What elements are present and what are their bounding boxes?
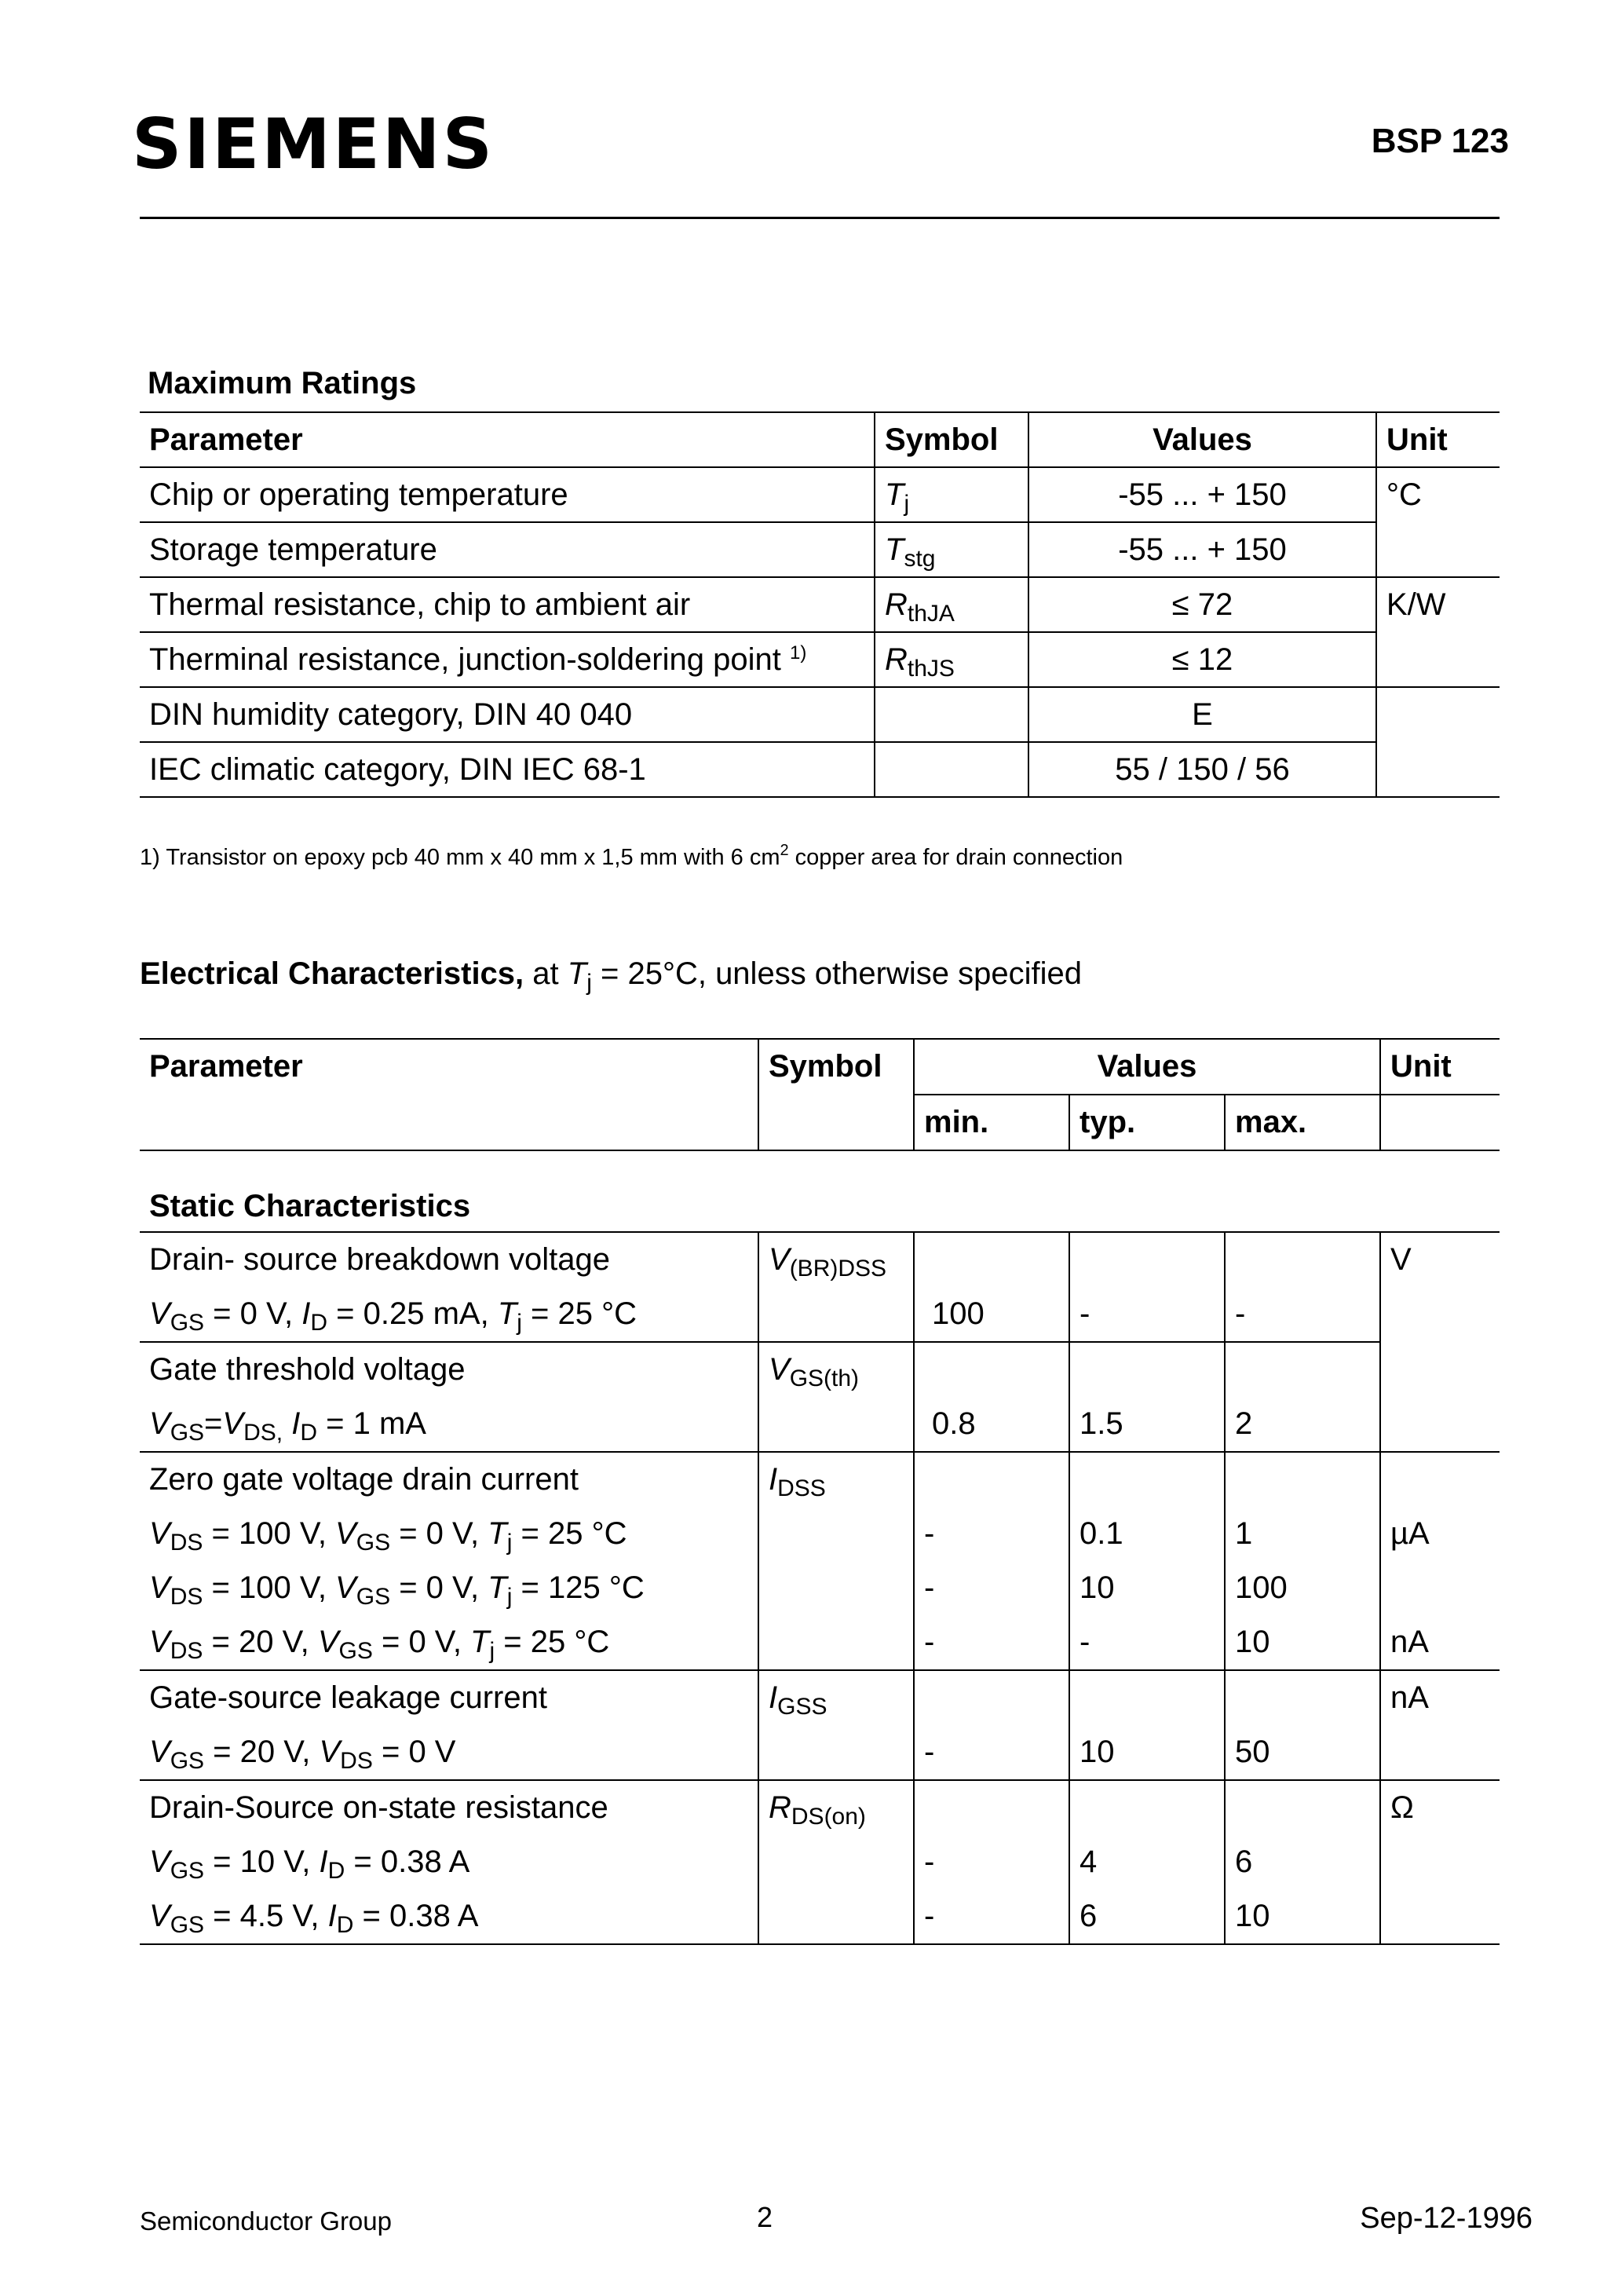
param-cell: Therminal resistance, junction-soldering point $^{1)}$ [140,632,875,687]
param-cell: Drain- source breakdown voltage [149,1242,610,1277]
col-min: min. [914,1095,1069,1150]
unit-cell [1376,632,1500,687]
col-symbol: Symbol [875,412,1028,467]
table-row [140,1835,1500,1889]
min-cell: - [914,1561,1069,1615]
condition-cell: $V_{DS} = 20$ V, $V_{GS} = 0$ V, $T_j = 25$ °C [140,1615,758,1670]
value-cell: -55 ... + 150 [1028,522,1376,577]
table-row [140,1725,1500,1780]
min-cell: - [914,1889,1069,1944]
min-cell: - [914,1725,1069,1780]
table-row [140,1397,1500,1452]
typ-cell: 10 [1069,1561,1225,1615]
param-cell: Thermal resistance, chip to ambient air [140,577,875,632]
typ-cell: - [1069,1615,1225,1670]
max-cell: 10 [1225,1615,1380,1670]
table-row [140,1452,1500,1507]
page-number: 2 [757,2201,773,2233]
table-row [140,632,1500,687]
table-row [140,1507,1500,1561]
min-cell: 100 [914,1287,1069,1342]
table-row [140,1342,1500,1397]
min-cell: 0.8 [914,1397,1069,1452]
table-row [140,1889,1500,1944]
table-row [140,1561,1500,1615]
symbol-cell: $I_{GSS}$ [758,1670,914,1725]
symbol-cell: $V_{(BR)DSS}$ [758,1232,914,1287]
condition-cell: $V_{DS} = 100$ V, $V_{GS} = 0$ V, $T_j = 25$ °C [149,1516,627,1556]
part-number: BSP 123 [1371,122,1509,160]
value-cell: E [1028,687,1376,742]
col-values: Values [914,1039,1380,1095]
param-cell: Drain-Source on-state resistance [149,1790,608,1825]
unit-cell: nA [1380,1670,1500,1725]
symbol-cell [875,687,1028,742]
table-row [140,467,1500,522]
max-cell: 6 [1225,1835,1380,1889]
table-row [140,1615,1500,1670]
table-row [140,1780,1500,1835]
condition-cell: $V_{GS} = 4.5$ V, $I_D = 0.38$ A [140,1889,758,1944]
unit-cell: nA [1380,1615,1500,1670]
unit-cell [1376,742,1500,797]
symbol-cell: $T_j$ [875,467,1028,522]
param-cell: Chip or operating temperature [140,467,875,522]
table-row [140,1670,1500,1725]
max-cell: - [1225,1287,1380,1342]
typ-cell: 0.1 [1069,1507,1225,1561]
static-title: Static Characteristics [140,1150,1500,1232]
col-parameter: Parameter [140,1039,758,1150]
table-row [140,1232,1500,1287]
footer-left: Semiconductor Group [140,2206,392,2236]
table-row [140,687,1500,742]
table-row [140,577,1500,632]
condition-cell: $V_{GS} = 0$ V, $I_D = 0.25$ mA, $T_j = 25$ °C [140,1287,758,1342]
typ-cell: - [1069,1287,1225,1342]
typ-cell: 4 [1069,1835,1225,1889]
table-row [140,1287,1500,1342]
symbol-cell: $R_{thJA}$ [875,577,1028,632]
max-ratings-title: Maximum Ratings [148,366,417,400]
param-cell: Zero gate voltage drain current [149,1462,579,1497]
col-parameter: Parameter [140,412,875,467]
max-cell: 10 [1225,1889,1380,1944]
col-symbol: Symbol [758,1039,914,1150]
max-cell: 2 [1225,1397,1380,1452]
condition-cell: $V_{GS} = 10$ V, $I_D = 0.38$ A [149,1844,470,1884]
value-cell: 55 / 150 / 56 [1028,742,1376,797]
param-cell: DIN humidity category, DIN 40 040 [140,687,875,742]
unit-cell: K/W [1376,577,1500,632]
unit-cell [1376,522,1500,577]
condition-cell: $V_{GS}=V_{DS,}$ $I_D = 1$ mA [140,1397,758,1452]
symbol-cell: $V_{GS(th)}$ [758,1342,914,1397]
col-values: Values [1028,412,1376,467]
table-header-row [140,412,1500,467]
value-cell: ≤ 72 [1028,577,1376,632]
table-row [140,522,1500,577]
col-unit: Unit [1380,1039,1500,1095]
condition-cell: $V_{GS} = 20$ V, $V_{DS} = 0$ V [140,1725,758,1780]
typ-cell: 6 [1069,1889,1225,1944]
header-rule [140,217,1500,219]
section-row [140,1150,1500,1232]
symbol-cell [875,742,1028,797]
max-cell: 100 [1225,1561,1380,1615]
elec-title: Electrical Characteristics, at $T_j = 25^\circ C$, unless otherwise specified [140,956,1082,996]
max-ratings-table [140,411,1500,798]
col-typ: typ. [1069,1095,1225,1150]
typ-cell: 10 [1069,1725,1225,1780]
unit-cell: V [1380,1232,1500,1287]
param-cell: IEC climatic category, DIN IEC 68-1 [140,742,875,797]
symbol-cell: $R_{thJS}$ [875,632,1028,687]
param-cell: Storage temperature [140,522,875,577]
siemens-logo: SIEMENS [132,104,495,185]
col-unit: Unit [1376,412,1500,467]
param-cell: Gate-source leakage current [149,1680,547,1715]
symbol-cell: $R_{DS(on)}$ [758,1780,914,1835]
footer-date: Sep-12-1996 [1360,2202,1532,2235]
max-cell: 1 [1225,1507,1380,1561]
condition-cell: $V_{DS} = 100$ V, $V_{GS} = 0$ V, $T_j = 125$ °C [149,1570,645,1610]
col-unit-blank [1380,1095,1500,1150]
min-cell: - [914,1615,1069,1670]
value-cell: ≤ 12 [1028,632,1376,687]
unit-cell [1376,687,1500,742]
footnote: 1) Transistor on epoxy pcb 40 mm x 40 mm x 1,5 mm with 6 $cm^2$ copper area for drain connection [140,842,1123,870]
elec-table [140,1038,1500,1945]
unit-cell: °C [1376,467,1500,522]
param-cell: Gate threshold voltage [149,1352,466,1387]
unit-cell: µA [1380,1507,1500,1561]
unit-cell [1380,1561,1500,1615]
value-cell: -55 ... + 150 [1028,467,1376,522]
min-cell: - [914,1835,1069,1889]
symbol-cell: $T_{stg}$ [875,522,1028,577]
col-max: max. [1225,1095,1380,1150]
table-row [140,742,1500,797]
min-cell: - [914,1507,1069,1561]
symbol-cell: $I_{DSS}$ [758,1452,914,1507]
unit-cell: Ω [1380,1780,1500,1835]
typ-cell: 1.5 [1069,1397,1225,1452]
max-cell: 50 [1225,1725,1380,1780]
table-header-row [140,1039,1500,1095]
